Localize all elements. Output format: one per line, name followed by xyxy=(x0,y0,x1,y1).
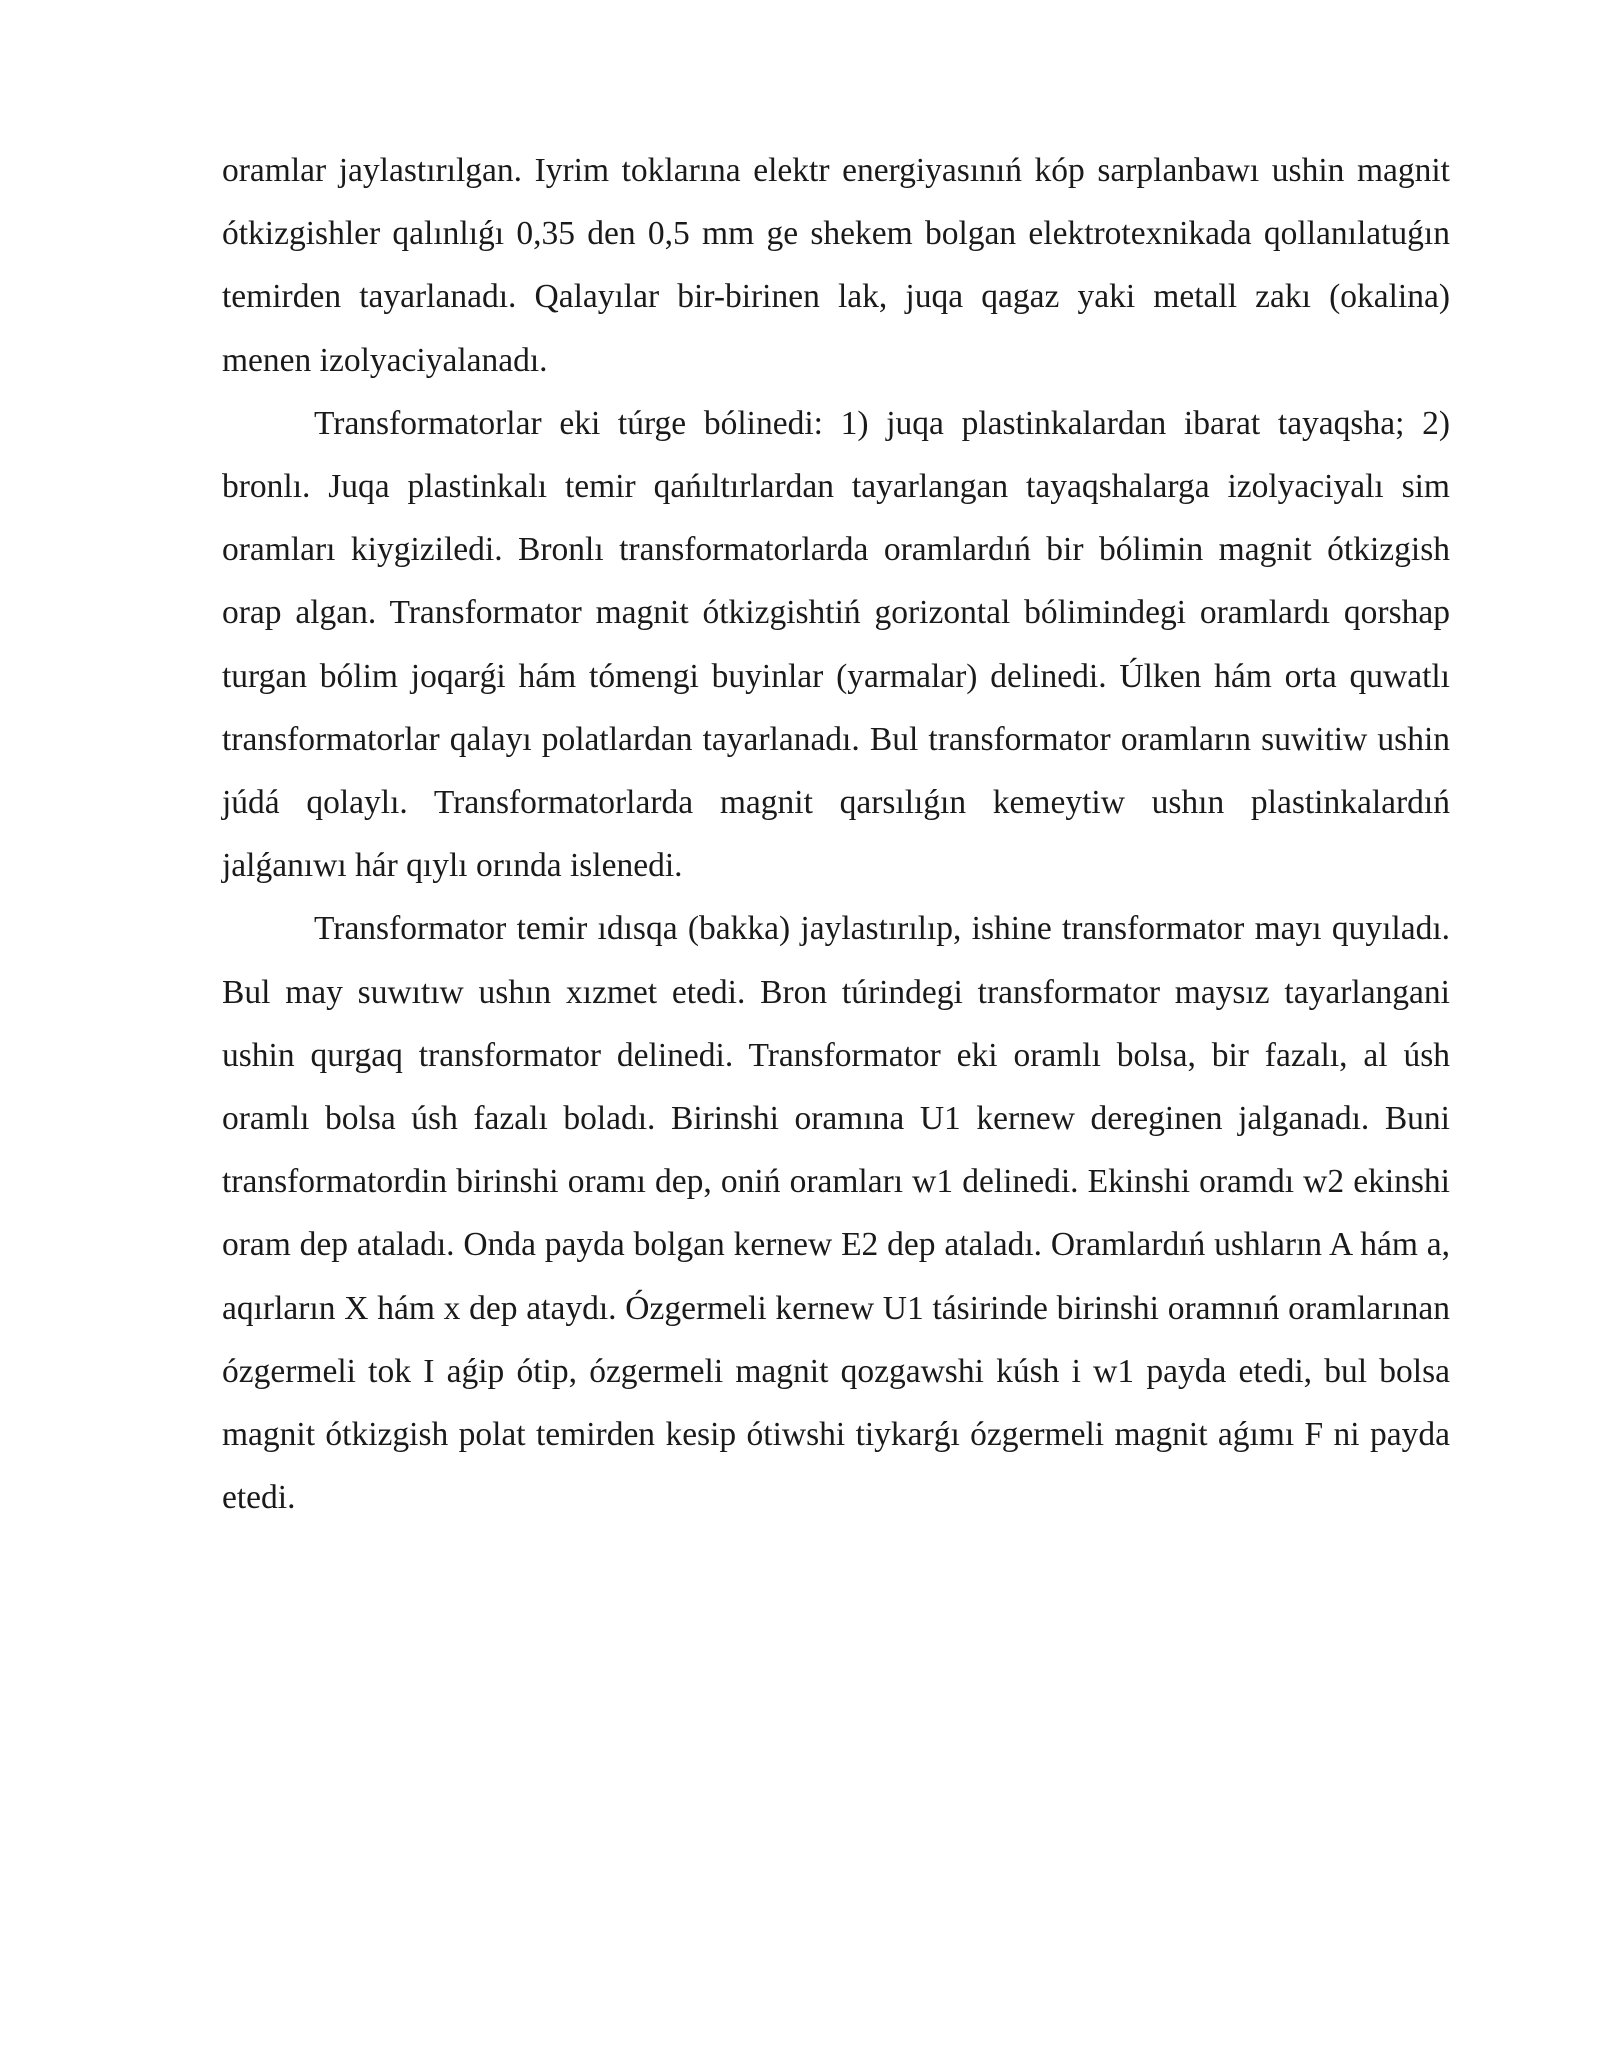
paragraph-transformer-oil-and-windings: Transformator temir ıdısqa (bakka) jaylastırılıp, ishine transformator mayı quyıladı. Bul may suwıtıw ushın xızmet etedi. Bron túrindegi transformator maysız tayarlangani ushin qurgaq transformator delinedi. Transformator eki oramlı bolsa, bir fazalı, al úsh oramlı bolsa úsh fazalı boladı. Birinshi oramına U1 kernew dereginen jalganadı. Buni transformatordin birinshi oramı dep, oniń oramları w1 delinedi. Ekinshi oramdı w2 ekinshi oram dep ataladı. Onda payda bolgan kernew E2 dep ataladı. Oramlardıń ushların A hám a, aqırların X hám x dep ataydı. Ózgermeli kernew U1 tásirinde birinshi oramnıń oramlarınan ózgermeli tok I aǵip ótip, ózgermeli magnit qozgawshi kúsh i w1 payda etedi, bul bolsa magnit ótkizgish polat temirden kesip ótiwshi tiykarǵı ózgermeli magnit aǵımı F ni payda etedi. xyxy=(222,910,1450,1517)
paragraph-continuation: oramlar jaylastırılgan. Iyrim toklarına elektr energiyasınıń kóp sarplanbawı ushin magnit ótkizgishler qalınlıǵı 0,35 den 0,5 mm ge shekem bolgan elektrotexnikada qollanılatuǵın temirden tayarlanadı. Qalayılar bir-birinen lak, juqa qagaz yaki metall zakı (okalina) menen izolyaciyalanadı. xyxy=(222,152,1450,379)
paragraph-transformer-types: Transformatorlar eki túrge bólinedi: 1) juqa plastinkalardan ibarat tayaqsha; 2) bronlı. Juqa plastinkalı temir qańıltırlardan tayarlangan tayaqshalarga izolyaciyalı sim oramları kiygiziledi. Bronlı transformatorlarda oramlardıń bir bólimin magnit ótkizgish orap algan. Transformator magnit ótkizgishtiń gorizontal bólimindegi oramlardı qorshap turgan bólim joqarǵi hám tómengi buyinlar (yarmalar) delinedi. Úlken hám orta quwatlı transformatorlar qalayı polatlardan tayarlanadı. Bul transformator oramların suwitiw ushin júdá qolaylı. Transformatorlarda magnit qarsılıǵın kemeytiw ushın plastinkalardıń jalǵanıwı hár qıylı orında islenedi. xyxy=(222,404,1450,885)
document-body xyxy=(222,139,1450,1529)
